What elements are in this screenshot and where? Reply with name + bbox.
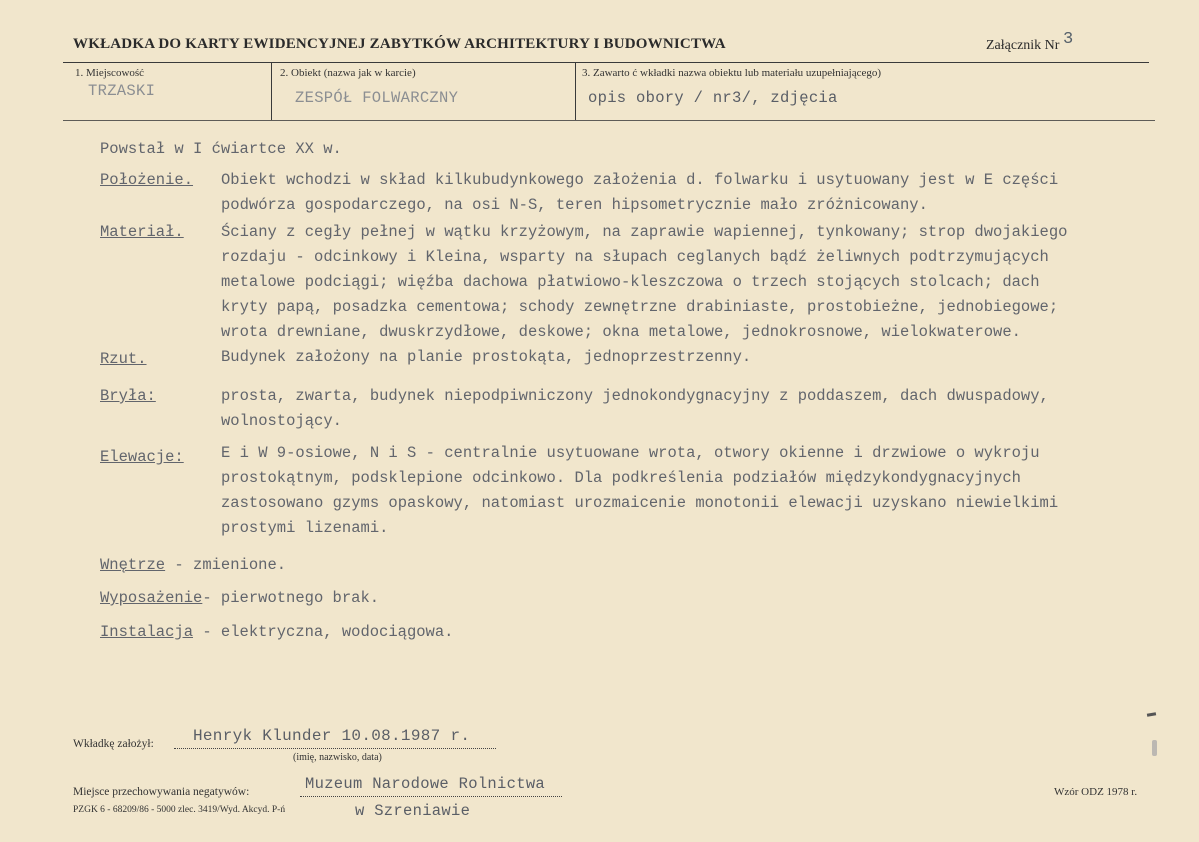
pencil-mark — [1147, 712, 1156, 717]
text-line: prosta, zwarta, budynek niepodpiwniczony jednokondygnacyjny z poddaszem, dach dwuspadowy, — [221, 387, 1049, 405]
section-text-form — [221, 384, 1049, 434]
author-dotted-line — [174, 748, 496, 749]
field-place-value: TRZASKI — [88, 82, 156, 100]
section-key-text: Wnętrze — [100, 556, 166, 574]
text-line: metalowe podciągi; więźba dachowa płatwiowo-kleszczowa o trzech stojących stolcach; dach — [221, 273, 1040, 291]
field-divider-1 — [271, 62, 272, 120]
top-rule — [63, 62, 1149, 63]
print-info: PZGK 6 - 68209/86 - 5000 zlec. 3419/Wyd. Akcyd. P-ń — [73, 805, 286, 815]
text-line: prostymi lizenami. — [221, 519, 389, 537]
field-content-value: opis obory / nr3/, zdjęcia — [588, 89, 838, 107]
form-title: WKŁADKA DO KARTY EWIDENCYJNEJ ZABYTKÓW ARCHITEKTURY I BUDOWNICTWA — [73, 36, 726, 52]
negatives-label: Miejsce przechowywania negatywów: — [73, 786, 250, 798]
text-line: wolnostojący. — [221, 412, 342, 430]
section-key-elevations — [100, 445, 184, 470]
section-text-location — [221, 168, 1058, 218]
stain-mark — [1152, 740, 1157, 756]
section-value-text: - zmienione. — [165, 556, 287, 574]
author-hint: (imię, nazwisko, data) — [293, 752, 382, 763]
section-key-material — [100, 220, 184, 245]
text-line: prostokątnym, podsklepione odcinkowo. Dla podkreślenia podziałów międzykondygnacyjnych — [221, 469, 1021, 487]
text-line: rozdaju - odcinkowy i Kleina, wsparty na słupach ceglanych bądź żeliwnych podtrzymujących — [221, 248, 1049, 266]
field-content-label: 3. Zawarto ć wkładki nazwa obiektu lub materiału uzupełniającego) — [582, 67, 882, 79]
text-line: kryty papą, posadzka cementowa; schody zewnętrzne drabiniaste, prostobieżne, jednobiegowe; — [221, 298, 1059, 316]
negatives-value-2: w Szreniawie — [355, 802, 471, 820]
section-key-location — [100, 168, 193, 193]
section-text-material — [221, 220, 1067, 345]
origin-line: Powstał w I ćwiartce XX w. — [100, 140, 342, 158]
section-key-text: Instalacja — [100, 623, 194, 641]
section-text-plan — [221, 345, 751, 370]
section-key-text: Położenie. — [100, 171, 194, 189]
text-line: podwórza gospodarczego, na osi N-S, teren hipsometrycznie mało zróżnicowany. — [221, 196, 928, 214]
section-key-plan — [100, 347, 147, 372]
section-value-text: - pierwotnego brak. — [202, 589, 380, 607]
form-template-id: Wzór ODZ 1978 r. — [1054, 786, 1138, 798]
section-installations — [100, 620, 453, 645]
field-divider-2 — [575, 62, 576, 120]
attachment-label: Załącznik Nr — [986, 38, 1060, 53]
author-value: Henryk Klunder 10.08.1987 r. — [193, 727, 471, 745]
text-line: Obiekt wchodzi w skład kilkubudynkowego założenia d. folwarku i usytuowany jest w E części — [221, 171, 1059, 189]
section-key-text: Rzut. — [100, 350, 147, 368]
text-line: E i W 9-osiowe, N i S - centralnie usytuowane wrota, otwory okienne i drzwiowe o wykroju — [221, 444, 1040, 462]
section-key-text: Elewacje: — [100, 448, 184, 466]
text-line: wrota drewniane, dwuskrzydłowe, deskowe; okna metalowe, jednokrosnowe, wielokwaterowe. — [221, 323, 1021, 341]
text-line: Ściany z cegły pełnej w wątku krzyżowym, na zaprawie wapiennej, tynkowany; strop dwojakiego — [221, 223, 1068, 241]
negatives-value-1: Muzeum Narodowe Rolnictwa — [305, 775, 546, 793]
field-object-value: ZESPÓŁ FOLWARCZNY — [295, 89, 459, 107]
section-equipment — [100, 586, 379, 611]
author-label: Wkładkę założył: — [73, 738, 154, 750]
section-key-form — [100, 384, 156, 409]
fields-bottom-rule — [63, 120, 1155, 121]
section-key-text: Wyposażenie — [100, 589, 203, 607]
section-interior — [100, 553, 286, 578]
section-key-text: Materiał. — [100, 223, 184, 241]
negatives-dotted-line — [300, 796, 562, 797]
field-place-label: 1. Miejscowość — [75, 67, 145, 79]
section-key-text: Bryła: — [100, 387, 156, 405]
text-line: Budynek założony na planie prostokąta, jednoprzestrzenny. — [221, 348, 752, 366]
section-text-elevations — [221, 441, 1058, 541]
field-object-label: 2. Obiekt (nazwa jak w karcie) — [280, 67, 416, 79]
text-line: zastosowano gzyms opaskowy, natomiast urozmaicenie monotonii elewacji uzyskano niewielkimi — [221, 494, 1059, 512]
attachment-number — [986, 30, 1074, 55]
section-value-text: - elektryczna, wodociągowa. — [193, 623, 454, 641]
attachment-value: 3 — [1062, 30, 1074, 49]
